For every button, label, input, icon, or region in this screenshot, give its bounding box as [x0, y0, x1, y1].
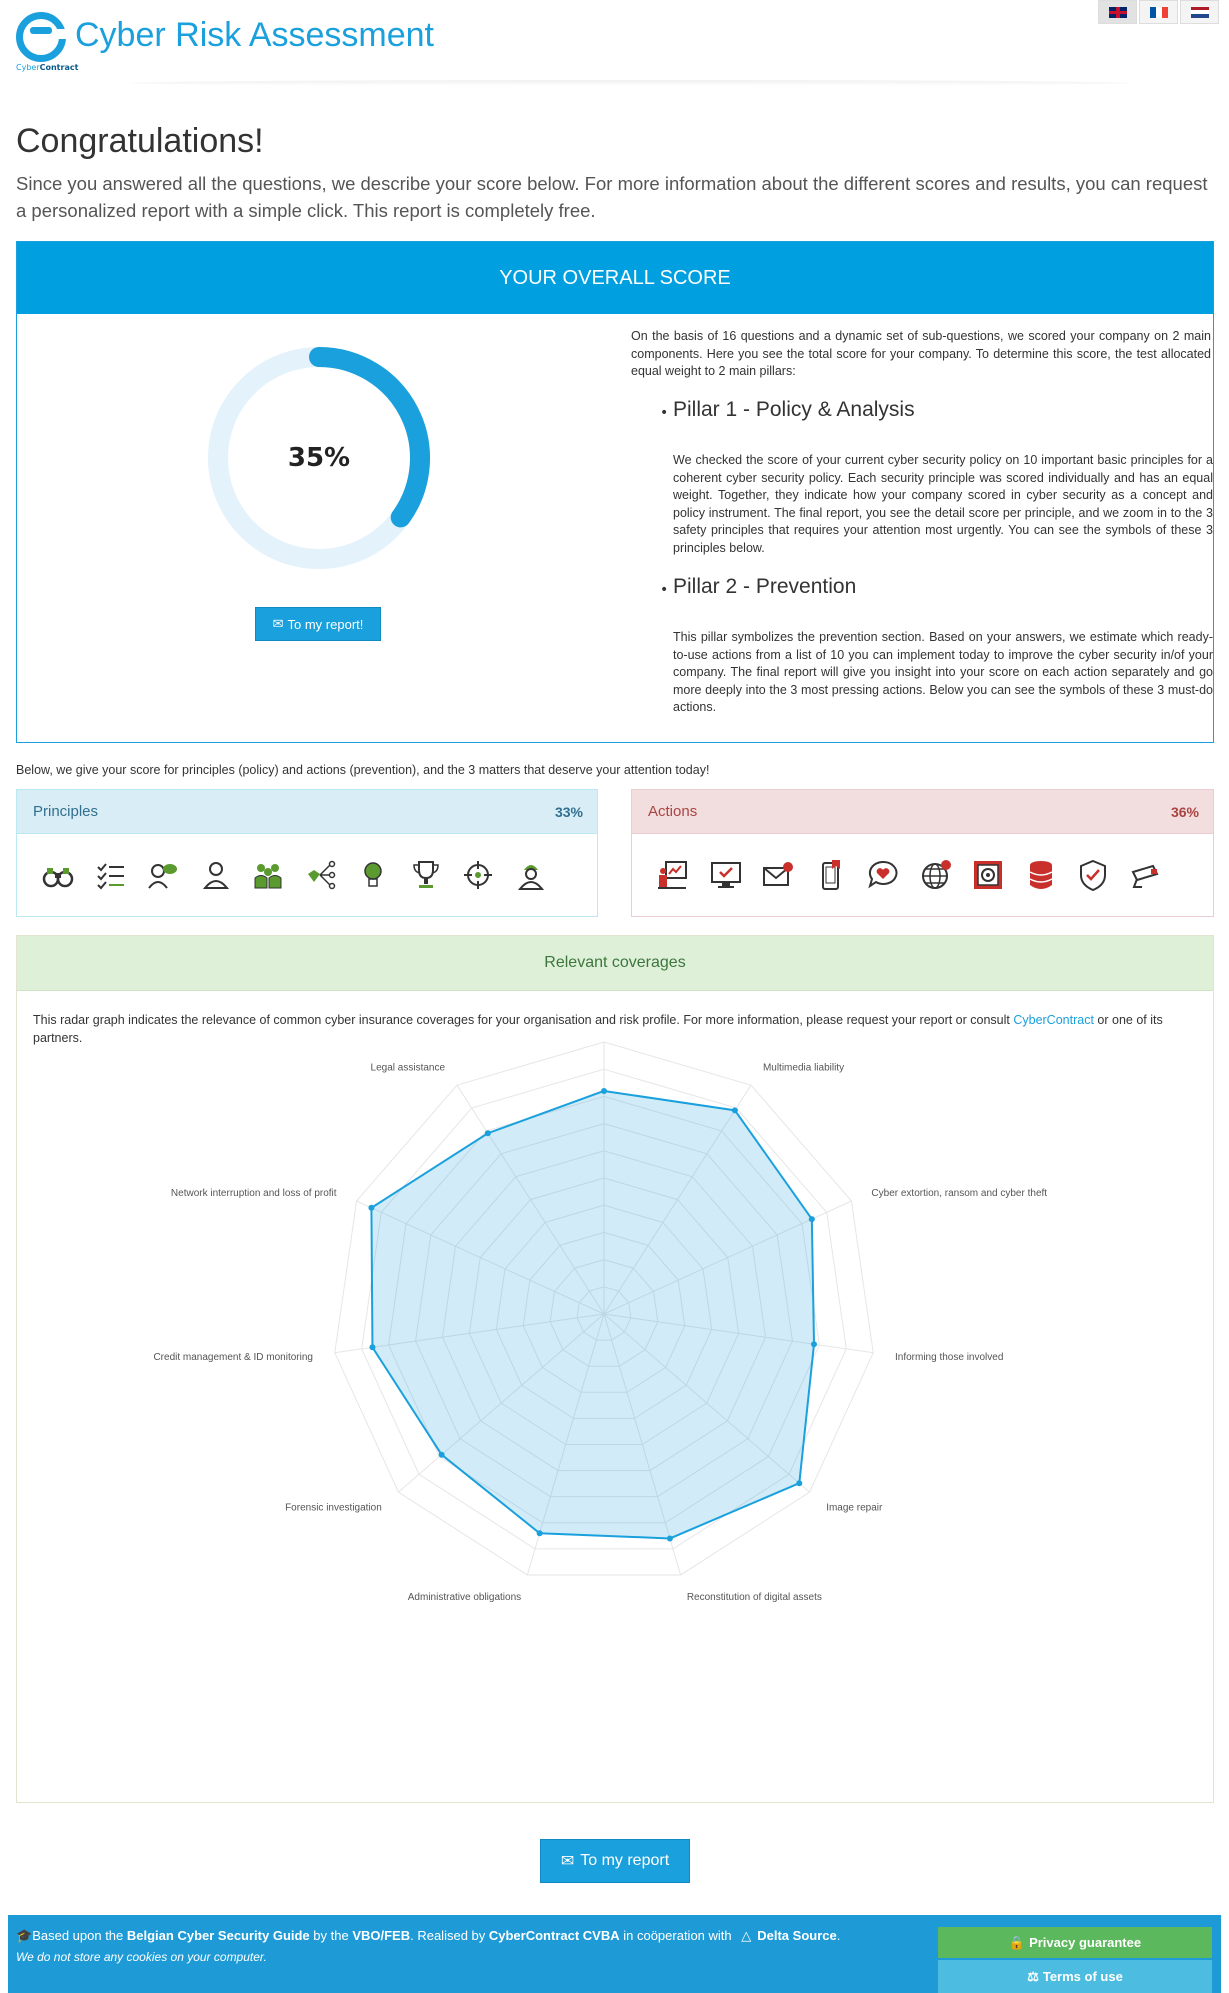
score-donut	[200, 339, 438, 577]
flag-nl-icon	[1191, 7, 1209, 18]
actions-panel	[631, 789, 1214, 917]
attention-text: Below, we give your score for principles (policy) and actions (prevention), and the 3 matters that deserve your attention today!	[16, 763, 710, 777]
shield-check-icon	[1076, 858, 1110, 892]
principles-icons	[17, 834, 597, 892]
radar-axis-label: Informing those involved	[895, 1351, 1004, 1363]
people-chat-icon	[146, 858, 180, 892]
score-percentage: 35%	[287, 443, 351, 473]
binoculars-icon	[41, 858, 75, 892]
actions-title: Actions	[648, 803, 698, 820]
pillar1-title: Pillar 1 - Policy & Analysis	[673, 398, 915, 421]
actions-score: 36%	[1170, 803, 1199, 820]
radar-axis-label: Reconstitution of digital assets	[686, 1592, 822, 1604]
radar-axis-label: Image repair	[826, 1502, 883, 1514]
radar-axis-label: Administrative obligations	[407, 1592, 522, 1604]
database-icon	[1024, 858, 1058, 892]
delta-source-link[interactable]: Delta Source	[757, 1928, 837, 1943]
radar-data-point	[732, 1107, 738, 1113]
graduation-cap-icon: 🎓	[16, 1928, 33, 1943]
radar-axis-label: Credit management & ID monitoring	[153, 1351, 313, 1363]
cybercontract-cvba-link[interactable]: CyberContract CVBA	[488, 1928, 620, 1943]
to-my-report-bottom-button[interactable]	[540, 1839, 690, 1883]
lock-icon: 🔒	[1008, 1934, 1026, 1950]
safe-icon	[971, 858, 1005, 892]
lang-fr-button[interactable]	[1139, 0, 1178, 24]
delta-source-logo-icon: △	[741, 1928, 752, 1943]
globe-alert-icon	[919, 858, 953, 892]
lightbulb-icon	[356, 858, 390, 892]
pillar2-title: Pillar 2 - Prevention	[673, 575, 857, 598]
flag-fr-icon	[1150, 7, 1168, 18]
chat-heart-icon	[866, 858, 900, 892]
radar-data-point	[485, 1130, 491, 1136]
envelope-icon: ✉	[272, 616, 284, 631]
radar-axis-label: Cyber extortion, ransom and cyber theft	[871, 1187, 1048, 1199]
radar-data-point	[368, 1205, 374, 1211]
coverages-title: Relevant coverages	[17, 936, 1213, 991]
pillar2-text: This pillar symbolizes the prevention section. Based on your answers, we estimate which ready-to-use actions from a list of 10 you can implement today to improve the cyber security in/of your company. The final report will give you insight into your score on each action separately and go more deeply into the 3 most pressing actions. Below you can see the symbols of these 3 must-do actions.	[673, 630, 1213, 714]
guide-link[interactable]: Belgian Cyber Security Guide	[126, 1928, 310, 1943]
to-my-report-button[interactable]	[255, 607, 381, 641]
principles-title: Principles	[33, 803, 99, 820]
header-divider	[130, 80, 1130, 86]
radar-data-point	[809, 1216, 815, 1222]
pillar1-text: We checked the score of your current cyber security policy on 10 important basic principles for a coherent cyber security policy. Each security principle was scored individually and has an equal weight. Together, they indicate how your company scored in cyber security as a concept and policy instrument. The final report, you see the detail score per principle, and we zoom in to the 3 safety principles that requires your attention most urgently. You can see the symbols of these 3 principles below.	[673, 453, 1213, 555]
bullet-icon: •	[660, 582, 669, 598]
crosshair-icon	[461, 858, 495, 892]
cybercontract-logo[interactable]	[16, 12, 79, 72]
envelope-icon: ✉	[560, 1853, 575, 1870]
radar-data-point	[537, 1530, 543, 1536]
mail-alert-icon	[761, 858, 795, 892]
intro-text: Since you answered all the questions, we describe your score below. For more information about the different scores and results, you can request a personalized report with a simple click. This report is completely free.	[16, 173, 1208, 221]
header	[0, 0, 1229, 86]
bullet-icon: •	[660, 405, 669, 421]
actions-icons	[632, 834, 1213, 892]
radar-axis-label: Network interruption and loss of profit	[170, 1187, 337, 1199]
group-icon	[251, 858, 285, 892]
cookie-notice: We do not store any cookies on your computer.	[16, 1950, 267, 1964]
privacy-guarantee-button[interactable]: 🔒 Privacy guarantee	[938, 1927, 1212, 1958]
footer	[8, 1915, 1221, 1993]
radar-data-point	[796, 1480, 802, 1486]
monitor-check-icon	[709, 858, 743, 892]
radar-axis-label: Legal assistance	[370, 1062, 446, 1074]
footer-credits: 🎓Based upon the Belgian Cyber Security Guide by the VBO/FEB. Realised by CyberContract CVBA in coöperation with △ Delta Source.	[16, 1928, 841, 1943]
radar-data-point	[601, 1088, 607, 1094]
checklist-icon	[94, 858, 128, 892]
overall-score-title: YOUR OVERALL SCORE	[17, 242, 1213, 314]
vbo-feb-link[interactable]: VBO/FEB	[352, 1928, 411, 1943]
principles-header	[17, 790, 597, 834]
network-share-icon	[304, 858, 338, 892]
actions-header	[632, 790, 1213, 834]
coverages-panel	[16, 935, 1214, 1803]
language-switcher	[1096, 0, 1219, 24]
radar-series-area	[371, 1091, 814, 1538]
radar-data-point	[811, 1341, 817, 1347]
to-my-report-label: To my report!	[287, 616, 364, 632]
lang-nl-button[interactable]	[1180, 0, 1219, 24]
page-title: Congratulations!	[16, 122, 264, 160]
radar-data-point	[369, 1344, 375, 1350]
radar-data-point	[667, 1535, 673, 1541]
radar-axis-label: Multimedia liability	[762, 1062, 845, 1074]
coverages-description: This radar graph indicates the relevance of common cyber insurance coverages for your organisation and risk profile. For more information, please request your report or consult CyberContract or one of its partners.	[33, 1013, 1163, 1045]
mobile-alert-icon	[814, 858, 848, 892]
trophy-icon	[409, 858, 443, 892]
worker-icon	[514, 858, 548, 892]
lang-en-button[interactable]	[1098, 0, 1137, 24]
logo-text: CyberContract	[16, 63, 79, 72]
to-my-report-bottom-label: To my report	[580, 1852, 670, 1869]
logo-bar	[30, 27, 52, 34]
radar-data-point	[439, 1452, 445, 1458]
principles-score: 33%	[554, 803, 583, 820]
person-icon	[199, 858, 233, 892]
app-title: Cyber Risk Assessment	[75, 16, 434, 54]
logo-ring	[16, 12, 66, 62]
camera-icon	[1129, 858, 1163, 892]
radar-axis-label: Forensic investigation	[285, 1502, 382, 1514]
terms-of-use-button[interactable]: ⚖ Terms of use	[938, 1960, 1212, 1993]
flag-uk-icon	[1109, 7, 1127, 18]
cybercontract-link[interactable]: CyberContract	[1013, 1013, 1094, 1027]
gavel-icon: ⚖	[1027, 1968, 1039, 1984]
overall-score-panel	[16, 241, 1214, 743]
principles-panel	[16, 789, 598, 917]
presentation-icon	[656, 858, 690, 892]
coverage-radar-chart	[17, 1036, 1213, 1802]
overall-description: On the basis of 16 questions and a dynamic set of sub-questions, we scored your company on 2 main components. Here you see the total score for your company. To determine this score, the test allocated equal weight to 2 main pillars:	[631, 329, 1211, 378]
